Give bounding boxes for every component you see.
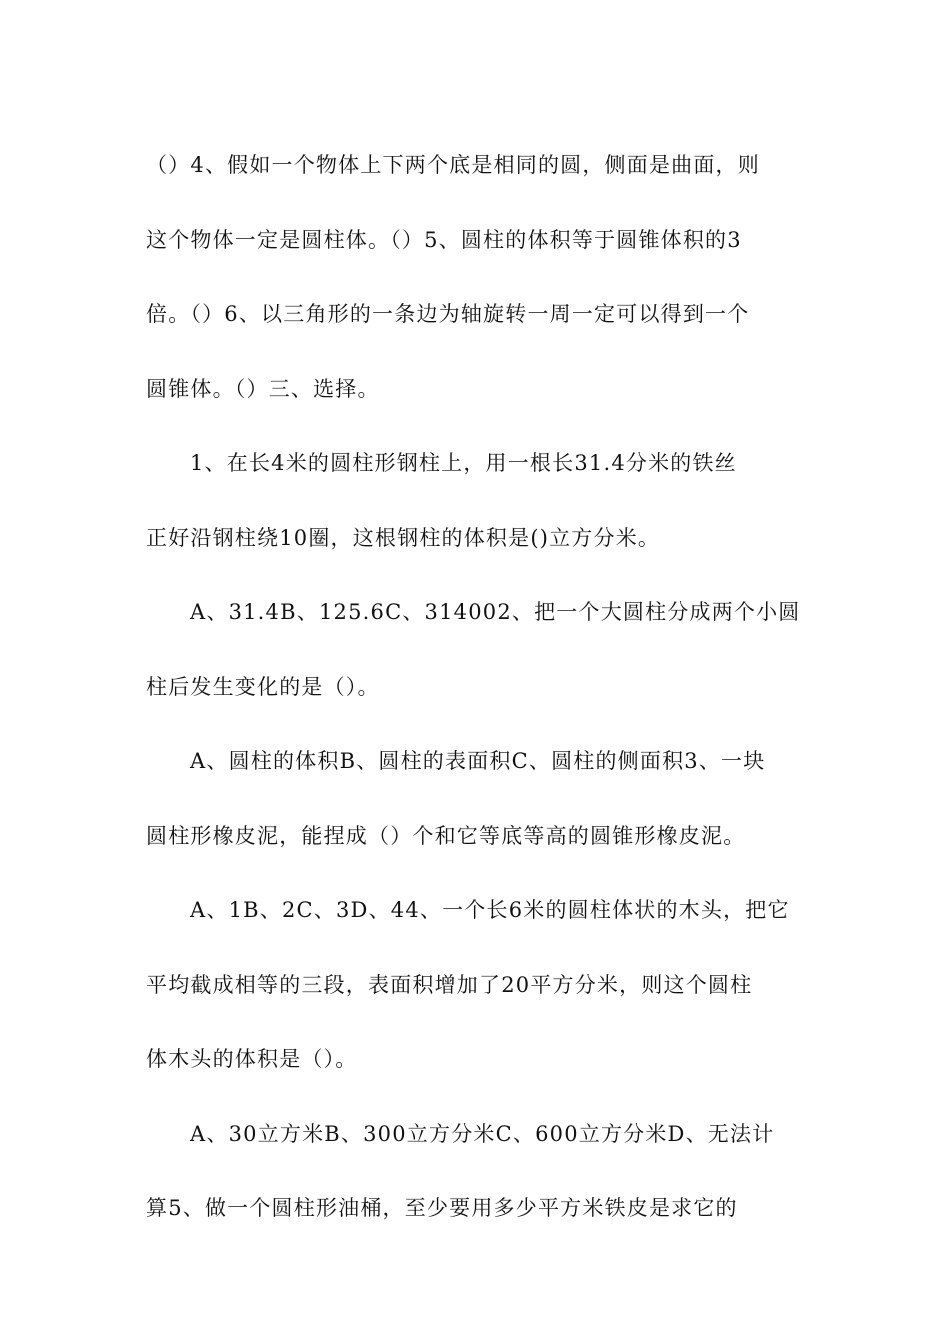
text-line: 1、在长4米的圆柱形钢柱上，用一根长31.4分米的铁丝 — [190, 451, 737, 475]
text-line: 圆柱形橡皮泥，能捏成（）个和它等底等高的圆锥形橡皮泥。 — [146, 823, 746, 848]
text-line: A、圆柱的体积B、圆柱的表面积C、圆柱的侧面积3、一块 — [190, 749, 766, 773]
paragraph-question-3 — [146, 724, 810, 873]
text-line: A、1B、2C、3D、44、一个长6米的圆柱体状的木头，把它 — [190, 898, 790, 922]
text-line: 倍。（）6、以三角形的一条边为轴旋转一周一定可以得到一个 — [146, 302, 750, 326]
text-line: 柱后发生变化的是（）。 — [146, 674, 380, 699]
paragraph-judgement-items — [146, 128, 810, 426]
paragraph-question-1 — [146, 426, 810, 575]
text-line: 体木头的体积是（）。 — [146, 1047, 358, 1071]
text-line: 平均截成相等的三段，表面积增加了20平方分米，则这个圆柱 — [146, 972, 753, 997]
text-line: 圆锥体。（）三、选择。 — [146, 376, 380, 401]
paragraph-question-5 — [146, 1097, 810, 1246]
text-line: 算5、做一个圆柱形油桶，至少要用多少平方米铁皮是求它的 — [146, 1196, 738, 1220]
text-line: A、30立方米B、300立方分米C、600立方分米D、无法计 — [190, 1121, 775, 1146]
text-line: （）4、假如一个物体上下两个底是相同的圆，侧面是曲面，则 — [146, 153, 760, 177]
paragraph-question-2 — [146, 575, 810, 724]
text-line: 正好沿钢柱绕10圈，这根钢柱的体积是()立方分米。 — [146, 525, 661, 550]
paragraph-question-4 — [146, 873, 810, 1097]
text-line: 这个物体一定是圆柱体。（）5、圆柱的体积等于圆锥体积的3 — [146, 227, 742, 252]
text-line: A、31.4B、125.6C、314002、把一个大圆柱分成两个小圆 — [190, 600, 801, 624]
